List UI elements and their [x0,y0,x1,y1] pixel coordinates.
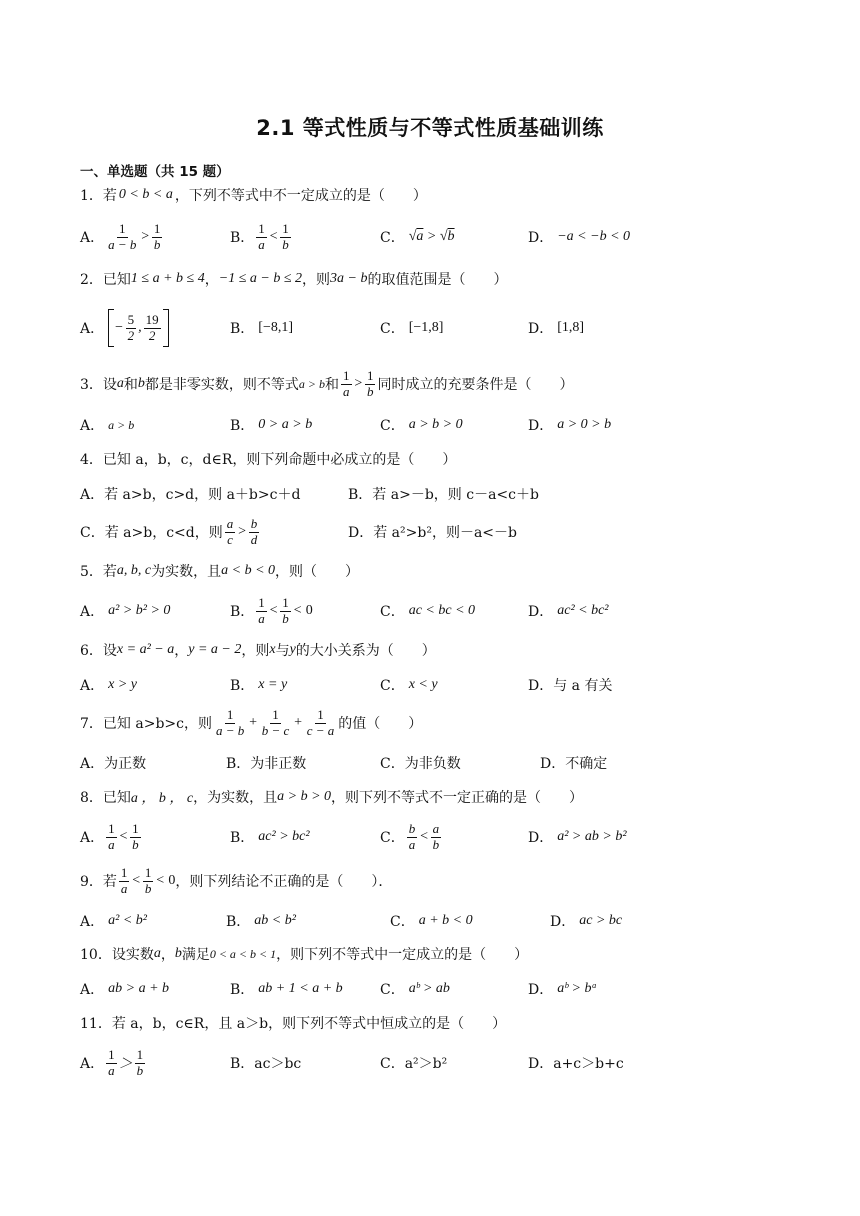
option-d: D．若 a²>b²，则－a<－b [348,525,517,541]
option-a: A．若 a>b，c>d，则 a＋b>c＋d [80,487,301,503]
option-d: D． [1,8] [528,320,585,337]
option-c: C．为非负数 [380,756,461,772]
option-a: A． a² > b² > 0 [80,603,171,620]
option-d: D． aᵇ > bᵃ [528,981,598,998]
question-7: 7． 已知 a>b>c，则 $\frac{1}{a - b}$ + $\frac{1}{b - c}$ + $\frac{1}{c - a}$ 的值（ ） [80,707,423,738]
options-4b [80,517,800,547]
question-11: 11． 若 a，b，c∈R，且 a＞b，则下列不等式中恒成立的是（ ） [80,1016,507,1032]
option-a: A． − $\frac{5}{2}$ , $\frac{19}{2}$ [80,313,169,343]
option-b: B． 0 > a > b [230,417,313,434]
option-c: C． x < y [380,677,438,694]
option-a: A． a² < b² [80,913,147,930]
option-d: D． ac > bc [550,913,623,930]
option-d: D．与 a 有关 [528,678,613,694]
option-a: A． ab > a + b [80,981,170,998]
options-4a [80,479,800,509]
options-2 [80,313,800,343]
option-a: A． $\frac{1}{a}$ ＞ $\frac{1}{b}$ [80,1047,144,1078]
question-9: 9． 若 $\frac{1}{a}$ < $\frac{1}{b}$ < 0 ，则下列结论不正确的是（ ）． [80,865,393,896]
option-b: B． ab + 1 < a + b [230,981,343,998]
options-1 [80,222,800,252]
option-b: B． [−8,1] [230,320,294,337]
options-6 [80,670,800,700]
question-4: 4． 已知 a，b，c，d∈R，则下列命题中必成立的是（ ） [80,452,457,468]
option-d: D．不确定 [540,756,608,772]
question-8: 8． 已知 a ， b ， c ，为实数，且 a > b > 0 ，则下列不等式不一定正确的是（ ） [80,789,584,806]
option-c: C． ac < bc < 0 [380,603,476,620]
option-b: B． ac² > bc² [230,829,310,846]
option-b: B．若 a>－b，则 c－a<c＋b [348,487,539,503]
options-11 [80,1048,800,1078]
option-b: B．为非正数 [226,756,307,772]
options-10 [80,974,800,1004]
question-2: 2． 已知 1 ≤ a + b ≤ 4 ， −1 ≤ a − b ≤ 2 ，则 3a − b 的取值范围是（ ） [80,271,508,288]
option-b: B． $\frac{1}{a}$ < $\frac{1}{b}$ [230,221,289,252]
options-9 [80,906,800,936]
option-a: A．为正数 [80,756,147,772]
option-c: C． [−1,8] [380,320,444,337]
question-number: 1． [80,188,103,204]
option-d: D． a > 0 > b [528,417,612,434]
stem-text: ，下列不等式中不一定成立的是（ ） [174,188,427,204]
option-c: C．若 a>b，c<d，则 $\frac{a}{c}$ > $\frac{b}{d}$ [80,516,258,547]
option-b: B． $\frac{1}{a}$ < $\frac{1}{b}$ < 0 [230,595,313,626]
option-a: A． $\frac{1}{a - b}$ > $\frac{1}{b}$ [80,221,161,252]
math-expr: 0 < b < a [118,187,173,202]
stem-text: 若 [102,188,117,204]
question-6: 6． 设 x = a² − a ， y = a − 2 ，则 x 与 y 的大小关系为（ ） [80,642,436,659]
options-5 [80,596,800,626]
option-c: C．a²＞b² [380,1056,448,1072]
question-10: 10． 设实数 a ， b 满足 0 < a < b < 1 ，则下列不等式中一定成立的是（ ） [80,946,529,963]
option-d: D． a² > ab > b² [528,829,627,846]
option-b: B． x = y [230,677,288,694]
page-title: 2.1 等式性质与不等式性质基础训练 [256,116,604,140]
option-c: C． √a > √b [380,229,455,246]
options-3 [80,410,800,440]
option-a: A． x > y [80,677,137,694]
option-c: C． a + b < 0 [390,913,473,930]
option-b: B．ac＞bc [230,1056,302,1072]
option-b: B． ab < b² [226,913,296,930]
question-5: 5． 若 a, b, c 为实数，且 a < b < 0 ，则（ ） [80,563,360,580]
option-d: D．a+c＞b+c [528,1056,624,1072]
option-d: D． ac² < bc² [528,603,609,620]
question-3: 3． 设 a 和 b 都是非零实数，则不等式 a > b 和 $\frac{1}{a}$ > $\frac{1}{b}$ 同时成立的充要条件是（ ） [80,368,574,399]
option-c: C． a > b > 0 [380,417,463,434]
section-heading: 一、单选题（共 15 题） [80,164,230,180]
option-c: C． aᵇ > ab [380,981,450,998]
question-1 [80,180,800,210]
option-a: A． a > b [80,417,135,434]
option-c: C． $\frac{b}{a}$ < $\frac{a}{b}$ [380,821,440,852]
option-d: D． −a < −b < 0 [528,229,631,246]
option-a: A． $\frac{1}{a}$ < $\frac{1}{b}$ [80,821,139,852]
options-8 [80,822,800,852]
options-7 [80,748,800,778]
